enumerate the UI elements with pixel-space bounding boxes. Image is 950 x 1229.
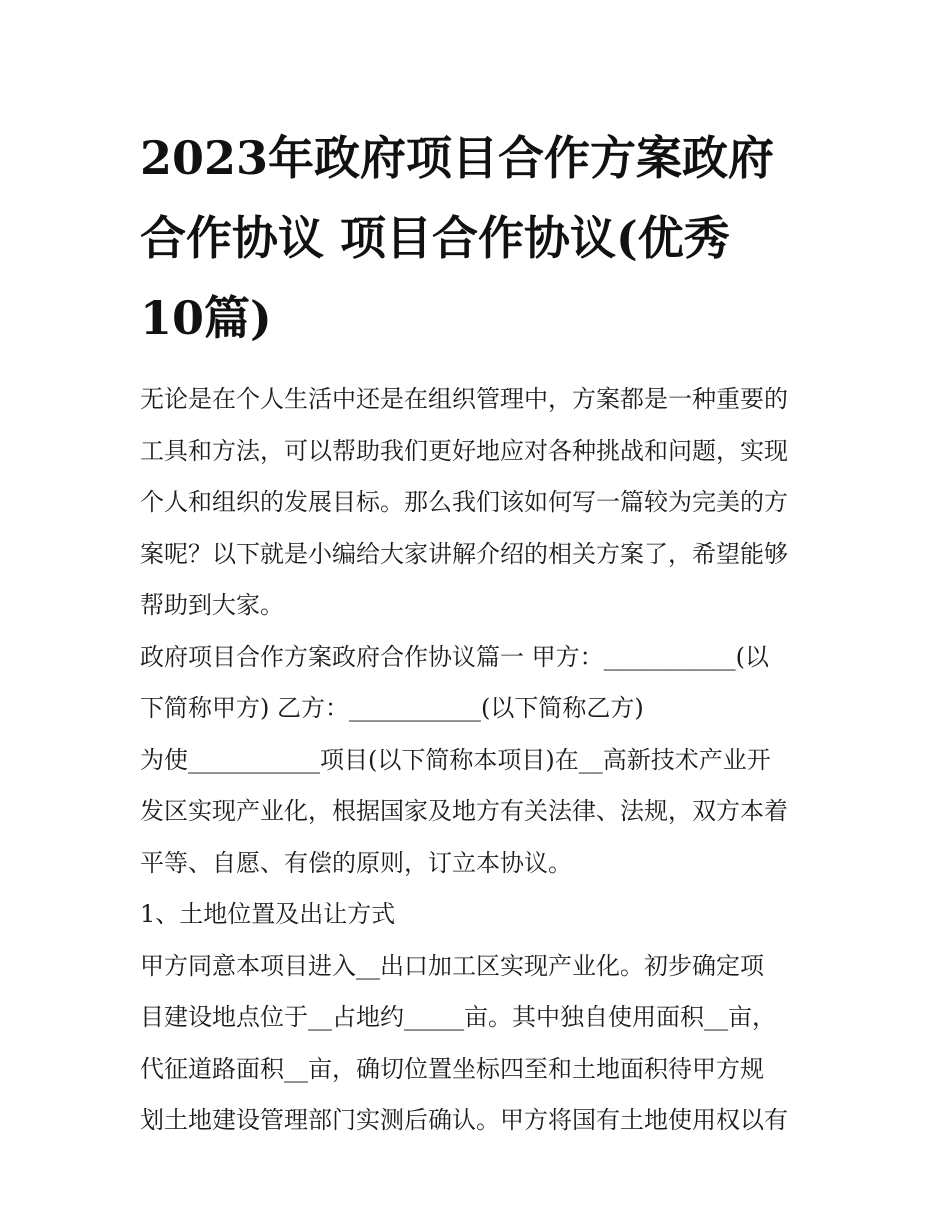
- document-page: [140, 118, 812, 1147]
- body-line: 政府项目合作方案政府合作协议篇一 甲方：___________(以: [140, 642, 769, 671]
- body-line: 无论是在个人生活中还是在组织管理中，方案都是一种重要的: [140, 385, 788, 413]
- body-line: 甲方同意本项目进入__出口加工区实现产业化。初步确定项: [140, 951, 764, 980]
- body-line: 划土地建设管理部门实测后确认。甲方将国有土地使用权以有: [140, 1106, 788, 1134]
- document-body: [140, 374, 812, 1147]
- body-line: 目建设地点位于__占地约_____亩。其中独自使用面积__亩，: [140, 1003, 776, 1031]
- body-line: 平等、自愿、有偿的原则，订立本协议。: [140, 848, 572, 877]
- title-line: 10篇): [140, 291, 272, 345]
- title-line: 2023年政府项目合作方案政府: [140, 131, 775, 185]
- body-line: 代征道路面积__亩，确切位置坐标四至和土地面积待甲方规: [140, 1054, 764, 1083]
- body-line: 为使___________项目(以下简称本项目)在__高新技术产业开: [140, 745, 771, 774]
- body-line: 案呢？以下就是小编给大家讲解介绍的相关方案了，希望能够: [140, 539, 788, 568]
- body-line: 发区实现产业化，根据国家及地方有关法律、法规，双方本着: [140, 797, 788, 825]
- section-heading: 1、土地位置及出让方式: [140, 900, 396, 928]
- body-line: 帮助到大家。: [140, 591, 284, 619]
- title-line: 合作协议 项目合作协议(优秀: [140, 211, 730, 265]
- document-title: [140, 118, 812, 358]
- body-line: 下简称甲方) 乙方：___________(以下简称乙方): [140, 694, 644, 722]
- body-line: 个人和组织的发展目标。那么我们该如何写一篇较为完美的方: [140, 488, 788, 516]
- body-line: 工具和方法，可以帮助我们更好地应对各种挑战和问题，实现: [140, 436, 788, 465]
